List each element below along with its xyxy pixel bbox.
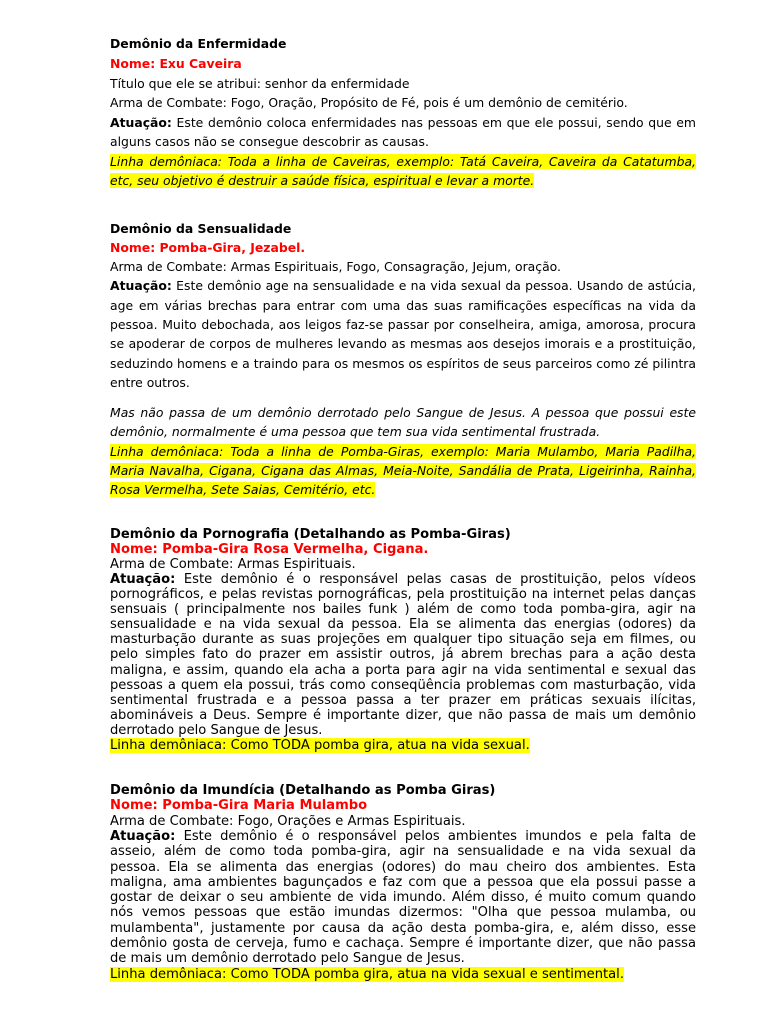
lineage-paragraph [110, 738, 696, 753]
section-imundicia [110, 783, 696, 982]
title-line: Título que ele se atribui: senhor da enfermidade [110, 75, 410, 91]
combat-arms: Arma de Combate: Fogo, Oração, Propósito de Fé, pois é um demônio de cemitério. [110, 95, 628, 110]
entity-name: Nome: Exu Caveira [110, 56, 242, 71]
entity-name: Nome: Pomba-Gira Maria Mulambo [110, 798, 368, 814]
entity-name: Nome: Pomba-Gira, Jezabel. [110, 239, 306, 255]
section-heading: Demônio da Imundícia (Detalhando as Pomba Giras) [110, 783, 496, 799]
combat-arms: Arma de Combate: Armas Espirituais, Fogo, Consagração, Jejum, oração. [110, 259, 561, 275]
atuacao-text: Este demônio coloca enfermidades nas pessoas em que ele possui, sendo que em alguns casos não se consegue descobrir as causas. [110, 114, 696, 149]
combat-arms: Arma de Combate: Armas Espirituais. [110, 556, 356, 572]
atuacao-label: Atuação: [110, 571, 176, 587]
lineage-highlight: Linha demôniaca: Toda a linha de Pomba-Giras, exemplo: Maria Mulambo, Maria Padilha, Maria Navalha, Cigana, Cigana das Almas, Meia-Noite, Sandália de Prata, Ligeirinha, Rainha, Rosa Vermelha, Sete Saias, Cemitério, etc. [110, 443, 696, 498]
lineage-highlight: Linha demôniaca: Como TODA pomba gira, atua na vida sexual e sentimental. [110, 966, 624, 982]
atuacao-label: Atuação: [110, 828, 176, 844]
atuacao-text: Este demônio age na sensualidade e na vida sexual da pessoa. Usando de astúcia, age em várias brechas para entrar com uma das suas ramificações específicas na vida da pessoa. Muito debochada, aos leigos faz-se passar por conselheira, amiga, amorosa, procura se apoderar de corpos de mulheres levando as mesmas aos desejos imorais e a prostituição, seduzindo homens e a traindo para os mesmos os espíritos de seus parceiros como zé pilintra entre outros. [110, 278, 696, 390]
note-paragraph: Mas não passa de um demônio derrotado pelo Sangue de Jesus. A pessoa que possui este demônio, normalmente é uma pessoa que tem sua vida sentimental frustrada. [110, 405, 696, 440]
combat-arms: Arma de Combate: Fogo, Orações e Armas Espirituais. [110, 813, 466, 829]
lineage-paragraph [110, 967, 696, 982]
section-enfermidade [110, 34, 696, 191]
lineage-paragraph [110, 152, 696, 191]
atuacao-paragraph [110, 276, 696, 392]
atuacao-text: Este demônio é o responsável pelas casas de prostituição, pelos vídeos pornográficos, e pelas revistas pornográficas, pela prostituição na internet pelas danças sensuais ( principalmente nos bailes funk ) além de como toda pomba-gira, agir na sensualidade e na vida sexual da pessoa. Ela se alimenta das energias (odores) da masturbação durante as suas projeções em qualquer tipo situação seja em filmes, ou pelo simples fato do prazer em assistir outros, já abrem brechas para a ação desta maligna, e assim, quando ela acha a porta para agir na vida sentimental e sexual das pessoas a quem ela possui, trás como conseqüência problemas com masturbação, vida sentimental frustrada e a pessoa passa a ter prazer em práticas sexuais ilícitas, abomináveis a Deus. Sempre é importante dizer, que não passa de mais um demônio derrotado pelo Sangue de Jesus. [110, 571, 696, 738]
document-page [110, 34, 696, 982]
section-heading: Demônio da Sensualidade [110, 220, 292, 236]
atuacao-label: Atuação: [110, 278, 172, 294]
atuacao-paragraph [110, 829, 696, 967]
lineage-highlight: Linha demôniaca: Toda a linha de Caveiras, exemplo: Tatá Caveira, Caveira da Catatumba, etc, seu objetivo é destruir a saúde física, espiritual e levar a morte. [110, 153, 696, 188]
lineage-highlight: Linha demôniaca: Como TODA pomba gira, atua na vida sexual. [110, 737, 530, 753]
lineage-paragraph [110, 442, 696, 500]
section-pornografia [110, 527, 696, 753]
section-heading: Demônio da Enfermidade [110, 36, 287, 51]
section-sensualidade [110, 219, 696, 500]
atuacao-text: Este demônio é o responsável pelos ambientes imundos e pela falta de asseio, além de como toda pomba-gira, agir na sensualidade e na vida sexual da pessoa. Ela se alimenta das energias (odores) do mau cheiro dos ambientes. Esta maligna, ama ambientes bagunçados e faz com que a pessoa que ela possui passe a gostar de deixar o seu ambiente de vida imundo. Além disso, é muito comum quando nós vemos pessoas que estão imundas dizermos: "Olha que pessoa mulamba, ou mulambenta", justamente por causa da ação desta pomba-gira, e, além disso, esse demônio gosta de cerveja, fumo e cachaça. Sempre é importante dizer, que não passa de mais um demônio derrotado pelo Sangue de Jesus. [110, 828, 696, 967]
entity-name: Nome: Pomba-Gira Rosa Vermelha, Cigana. [110, 541, 429, 557]
atuacao-paragraph [110, 572, 696, 738]
atuacao-paragraph [110, 113, 696, 152]
atuacao-label: Atuação: [110, 114, 172, 130]
section-heading: Demônio da Pornografia (Detalhando as Pomba-Giras) [110, 526, 511, 542]
paragraph-gap [110, 392, 696, 403]
